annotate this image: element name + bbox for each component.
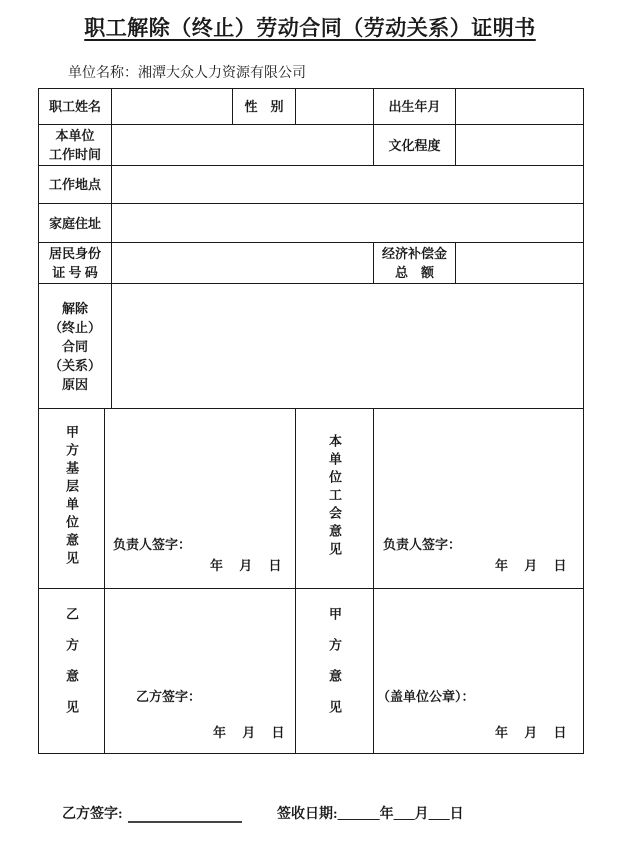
termination-reason-field [112, 284, 584, 409]
party-a-unit-sign-label: 负责人签字： [113, 537, 192, 552]
footer-receipt-label: 签收日期: [277, 807, 338, 822]
footer-sign-line [62, 803, 242, 823]
party-a-opinion-label: 甲方意见 [296, 589, 374, 754]
gender-field [296, 89, 374, 125]
workplace-label: 工作地点 [39, 166, 112, 204]
union-opinion-label: 本单位工会意见 [296, 409, 374, 589]
termination-reason-label: 解除 （终止） 合同 （关系） 原因 [39, 284, 112, 409]
compensation-field [456, 243, 584, 284]
footer-sign-label: 乙方签字: [62, 807, 123, 822]
workplace-field [112, 166, 584, 204]
party-a-unit-opinion-label: 甲方基层单位意见 [39, 409, 105, 589]
footer-receipt-line [277, 803, 464, 823]
form-table [38, 88, 584, 754]
party-b-sign-label: 乙方签字： [136, 689, 202, 704]
unit-name-line [68, 62, 306, 82]
education-field [456, 125, 584, 166]
unit-name-value: 湘潭大众人力资源有限公司 [138, 66, 306, 81]
unit-name-label: 单位名称： [68, 66, 138, 81]
id-number-label: 居民身份 证 号 码 [39, 243, 112, 284]
party-a-unit-date-line: 年 月 日 [210, 558, 282, 573]
home-address-field [112, 204, 584, 243]
education-label: 文化程度 [374, 125, 456, 166]
form-title: 职工解除（终止）劳动合同（劳动关系）证明书 [84, 16, 536, 40]
footer-receipt-date-blanks: ______年___月___日 [337, 807, 464, 822]
id-number-field [112, 243, 374, 284]
union-sign-label: 负责人签字： [383, 537, 462, 552]
work-time-field [112, 125, 374, 166]
party-b-date-line: 年 月 日 [213, 725, 285, 740]
home-address-label: 家庭住址 [39, 204, 112, 243]
union-date-line: 年 月 日 [495, 558, 567, 573]
party-b-opinion-label: 乙方意见 [39, 589, 105, 754]
employee-name-label: 职工姓名 [39, 89, 112, 125]
company-seal-label: （盖单位公章）： [377, 689, 475, 704]
employee-name-field [112, 89, 233, 125]
work-time-label: 本单位 工作时间 [39, 125, 112, 166]
party-a-date-line: 年 月 日 [495, 725, 567, 740]
gender-label: 性 别 [233, 89, 296, 125]
birth-date-field [456, 89, 584, 125]
compensation-label: 经济补偿金 总 额 [374, 243, 456, 284]
party-a-unit-opinion-field [105, 409, 296, 589]
party-b-opinion-field [105, 589, 296, 754]
party-a-opinion-field [374, 589, 584, 754]
footer-signature-blank [128, 807, 242, 823]
union-opinion-field [374, 409, 584, 589]
birth-date-label: 出生年月 [374, 89, 456, 125]
